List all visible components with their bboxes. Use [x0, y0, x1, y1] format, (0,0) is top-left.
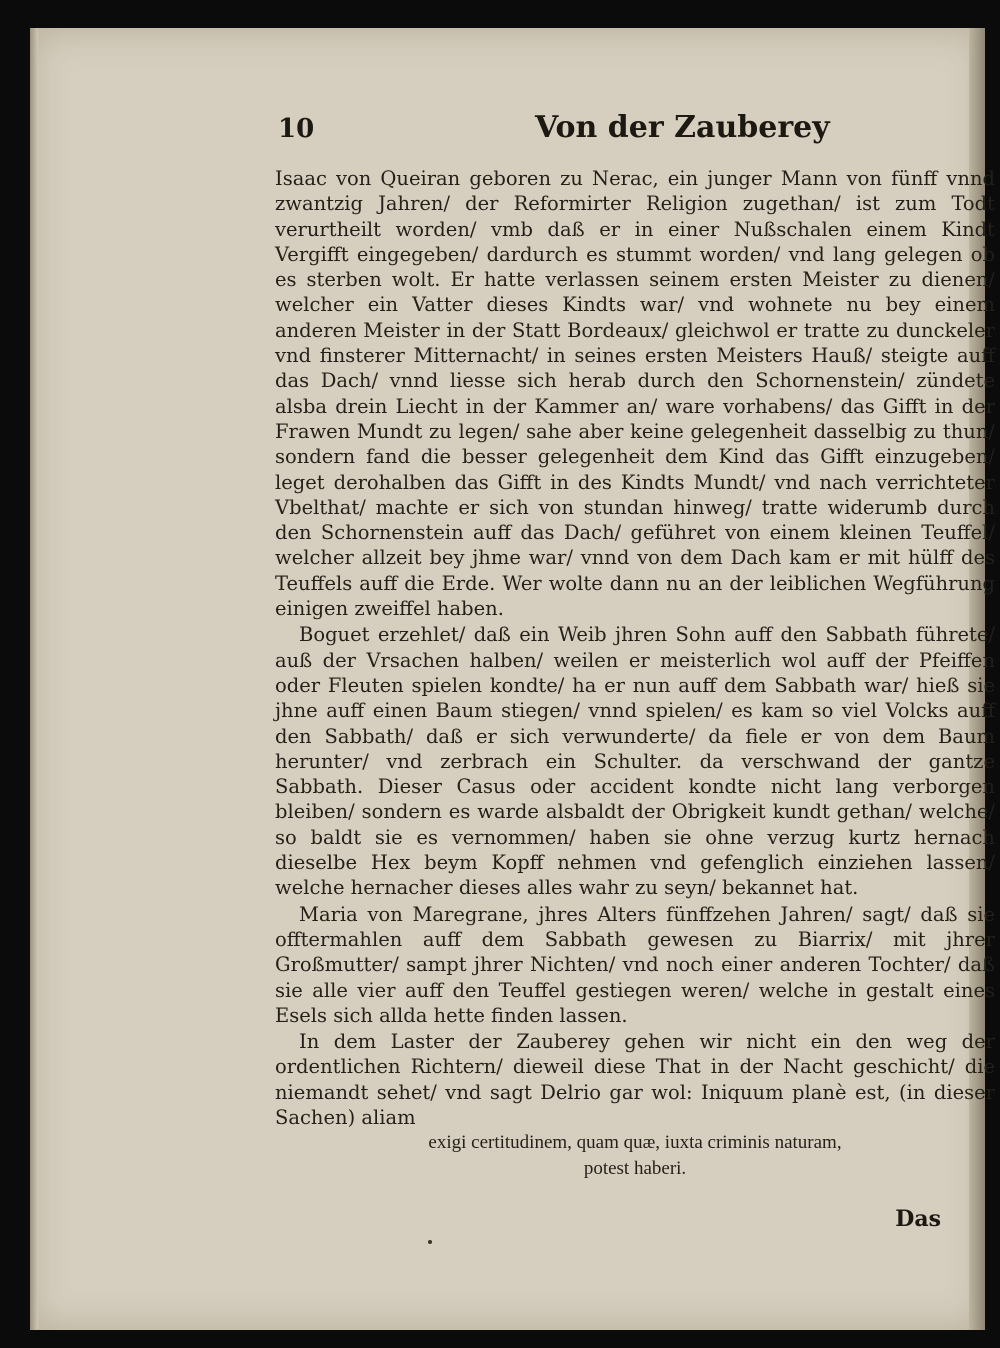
latin-quote-line-1: exigi certitudinem, quam quæ, iuxta criminis naturam,: [428, 1132, 842, 1153]
page-left-edge: [30, 28, 38, 1330]
paragraph-isaac: Isaac von Queiran geboren zu Nerac, ein junger Mann von fünff vnnd zwantzig Jahren/ der Reformirter Religion zugethan/ ist zum Todt verurtheilt worden/ vmb daß er in einer Nußschalen einem Kindt Vergifft eingegeben/ dardurch es stummt worden/ vnd lang gelegen ob es sterben wolt. Er hatte verlassen seinem ersten Meister zu dienen/ welcher ein Vatter dieses Kindts war/ vnd wohnete nu bey einem anderen Meister in der Statt Bordeaux/ gleichwol er tratte zu dunckeler vnd finsterer Mitternacht/ in seines ersten Meisters Hauß/ steigte auff das Dach/ vnnd liesse sich herab durch den Schornenstein/ zündete alsba drein Liecht in der Kammer an/ ware vorhabens/ das Gifft in der Frawen Mundt zu legen/ sahe aber keine gelegenheit dasselbig zu thun/ sondern fand die besser gelegenheit dem Kind das Gifft einzugeben/ leget derohalben das Gifft in des Kindts Mundt/ vnd nach verrichteter Vbelthat/ machte er sich von stundan hinweg/ tratte widerumb durch den Schornenstein auff das Dach/ geführet von einem kleinen Teuffel/ welcher allzeit bey jhme war/ vnnd von dem Dach kam er mit hülff des Teuffels auff die Erde. Wer wolte dann nu an der leiblichen Wegführung einigen zweiffel haben.: [275, 167, 995, 621]
latin-quote: [275, 1130, 995, 1182]
paragraph-boguet: Boguet erzehlet/ daß ein Weib jhren Sohn auff den Sabbath führete/ auß der Vrsachen halben/ weilen er meisterlich wol auff der Pfeiffen oder Fleuten spielen kondte/ ha er nun auff dem Sabbath war/ hieß sie jhne auff einen Baum stiegen/ vnnd spielen/ es kam so viel Volcks auff den Sabbath/ daß er sich verwunderte/ da fiele er von dem Baum herunter/ vnd zerbrach ein Schulter. da verschwand der gantze Sabbath. Dieser Casus oder accident kondte nicht lang verborgen bleiben/ sondern es warde alsbaldt der Obrigkeit kundt gethan/ welche/ so baldt sie es vernommen/ haben sie ohne verzug kurtz hernach dieselbe Hex beym Kopff nehmen vnd gefenglich einziehen lassen/ welche hernacher dieses alles wahr zu seyn/ bekannet hat.: [275, 623, 995, 900]
body-text: [275, 166, 995, 1130]
book-page: [30, 28, 995, 1330]
ink-speck: [428, 1240, 432, 1244]
paragraph-maria: Maria von Maregrane, jhres Alters fünffzehen Jahren/ sagt/ daß sie offtermahlen auff dem Sabbath gewesen zu Biarrix/ mit jhrer Großmutter/ sampt jhrer Nichten/ vnd noch einer anderen Tochter/ daß sie alle vier auff den Teuffel gestiegen weren/ welche in gestalt eines Esels sich allda hette finden lassen.: [275, 902, 995, 1027]
running-title: Von der Zauberey: [535, 110, 830, 145]
page-header: [30, 110, 985, 154]
catchword: Das: [895, 1206, 941, 1232]
latin-quote-line-2: potest haberi.: [583, 1158, 687, 1179]
paragraph-delrio: In dem Laster der Zauberey gehen wir nicht ein den weg der ordentlichen Richtern/ dieweil diese That in der Nacht geschicht/ die niemandt sehet/ vnd sagt Delrio gar wol: Iniquum planè est, (in dieser Sachen) aliam: [275, 1030, 995, 1129]
page-number: 10: [278, 114, 315, 144]
